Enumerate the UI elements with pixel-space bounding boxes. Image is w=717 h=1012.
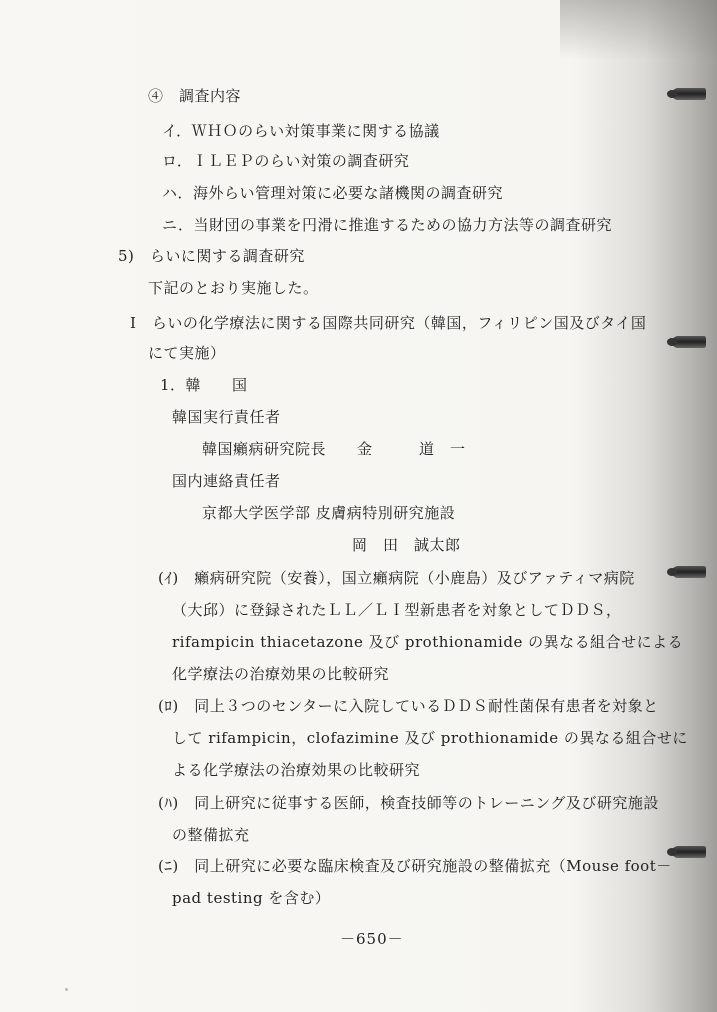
item-b-line-2: して rifampicin，clofazimine 及び prothionamide の異なる組合せに bbox=[172, 729, 688, 747]
text-liaison-name: 岡 田 誠太郎 bbox=[352, 536, 461, 554]
list-item-ro: ロ．ＩＬＥＰのらい対策の調査研究 bbox=[162, 152, 410, 170]
item-a-line-2: （大邱）に登録されたＬＬ／ＬＩ型新患者を対象としてＤＤＳ， bbox=[172, 601, 622, 619]
binder-ring-3 bbox=[672, 566, 706, 578]
text-korea-executive-name: 韓国癩病研究院長 金 道 一 bbox=[202, 440, 466, 458]
list-item-ni: ニ．当財団の事業を円滑に推進するための協力方法等の調査研究 bbox=[162, 216, 612, 234]
label-domestic-liaison: 国内連絡責任者 bbox=[172, 472, 281, 490]
label-korea-executive: 韓国実行責任者 bbox=[172, 408, 281, 426]
item-c-line-1: (ﾊ) 同上研究に従事する医師，検査技師等のトレーニング及び研究施設 bbox=[158, 794, 659, 812]
item-b-line-1: (ﾛ) 同上３つのセンターに入院しているＤＤＳ耐性菌保有患者を対象と bbox=[158, 697, 659, 715]
text-liaison-institution: 京都大学医学部 皮膚病特別研究施設 bbox=[202, 504, 456, 522]
item-a-line-4: 化学療法の治療効果の比較研究 bbox=[172, 665, 390, 683]
page-number: －650－ bbox=[340, 930, 404, 948]
paragraph-intro: 下記のとおり実施した。 bbox=[148, 279, 319, 297]
item-d-line-1: (ﾆ) 同上研究に必要な臨床検査及び研究施設の整備拡充（Mouse foot－ bbox=[158, 857, 672, 875]
subsection-heading-continued: にて実施） bbox=[148, 344, 226, 362]
item-a-line-3: rifampicin thiacetazone 及び prothionamide の異なる組合せによる bbox=[172, 633, 684, 651]
binder-ring-2 bbox=[672, 336, 706, 348]
item-b-line-3: よる化学療法の治療効果の比較研究 bbox=[172, 761, 421, 779]
item-c-line-2: の整備拡充 bbox=[172, 826, 250, 844]
list-item-ha: ハ．海外らい管理対策に必要な諸機関の調査研究 bbox=[162, 184, 504, 202]
item-a-line-1: (ｲ) 癩病研究院（安養），国立癩病院（小鹿島）及びアァティマ病院 bbox=[158, 569, 635, 587]
list-item-i: イ．ＷＨＯのらい対策事業に関する協議 bbox=[162, 122, 440, 140]
binder-ring-1 bbox=[672, 88, 706, 100]
paper-speck bbox=[65, 988, 68, 991]
heading-survey-content: ④ 調査内容 bbox=[148, 87, 242, 105]
item-heading-korea: 1．韓 国 bbox=[160, 376, 248, 394]
page-shadow bbox=[560, 0, 717, 60]
subsection-heading-I: I らいの化学療法に関する国際共同研究（韓国，フィリピン国及びタイ国 bbox=[130, 314, 647, 332]
binder-ring-4 bbox=[672, 846, 706, 858]
section-heading-5: 5) らいに関する調査研究 bbox=[118, 247, 305, 265]
item-d-line-2: pad testing を含む） bbox=[172, 889, 331, 907]
